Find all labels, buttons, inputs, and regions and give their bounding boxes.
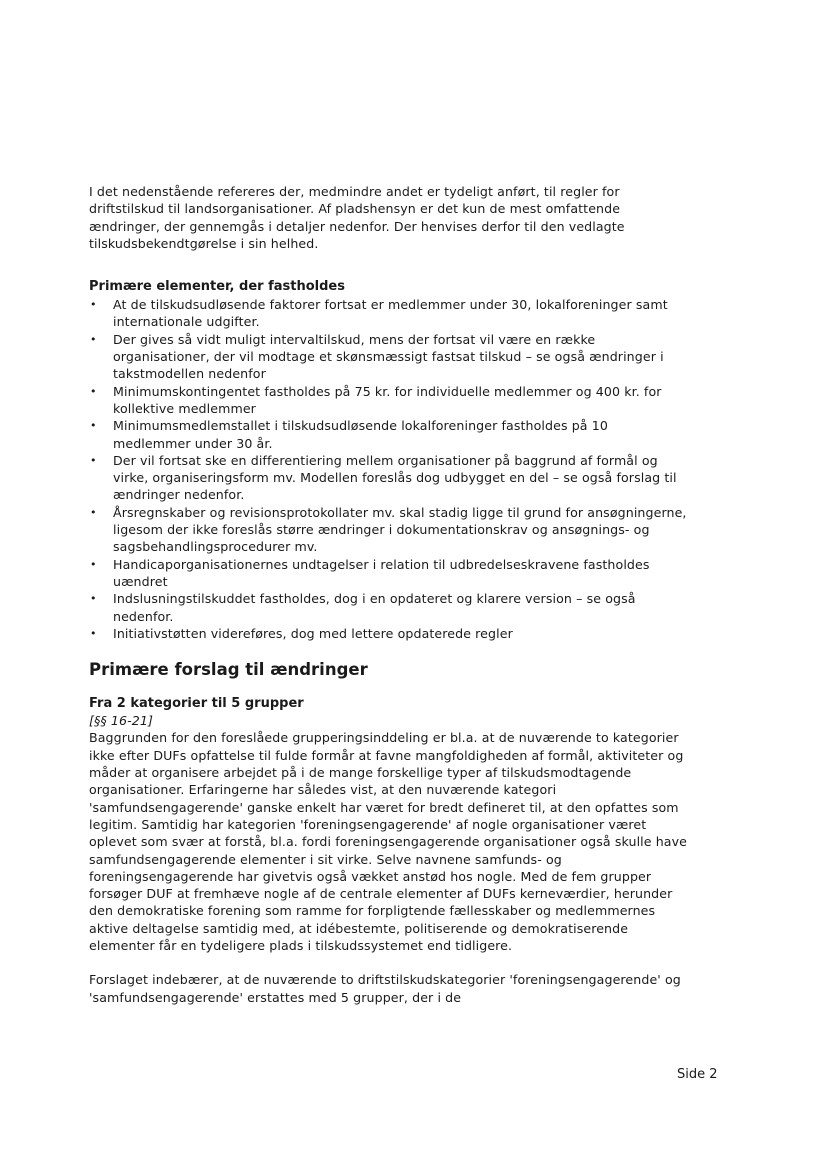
proposal-paragraph: Forslaget indebærer, at de nuværende to driftstilskudskategorier 'foreningsengagerende' og 'samfundsengagerende' erstattes med 5 grupper, der i de <box>89 972 681 1005</box>
background-paragraph: Baggrunden for den foreslåede grupperingsinddeling er bl.a. at de nuværende to kategorier ikke efter DUFs opfattelse til fulde formår at favne mangfoldigheden af formål, aktiviteter og måder at organisere arbejdet på i de mange forskellige typer af tilskudsmodtagende organisationer. Erfaringerne har således vist, at den nuværende kategori 'samfundsengagerende' ganske enkelt har været for bredt defineret til, at den opfattes som legitim. Samtidig har kategorien 'foreningsengagerende' af nogle organisationer været oplevet som svær at forstå, bl.a. fordi foreningsengagerende organisationer også skulle have samfundsengagerende elementer i sit virke. Selve navnene samfunds- og foreningsengagerende har givetvis også vækket anstød hos nogle. Med de fem grupper forsøger DUF at fremhæve nogle af de centrale elementer af DUFs kerneværdier, herunder den demokratiske forening som ramme for forpligtende fællesskaber og medlemmernes aktive deltagelse samtidig med, at idébestemte, politiserende og demokratiserende elementer får en tydeligere plads i tilskudssystemet end tidligere. <box>89 730 688 953</box>
bullet-icon: • <box>90 592 97 606</box>
intro-paragraph: I det nedenstående refereres der, medmindre andet er tydeligt anført, til regler for driftstilskud til landsorganisationer. Af pladshensyn er det kun de mest omfattende ændringer, der gennemgås i detaljer nedenfor. Der henvises derfor til den vedlagte tilskudsbekendtgørelse i sin helhed. <box>89 184 625 251</box>
list-item <box>89 590 689 625</box>
bullet-icon: • <box>90 453 97 467</box>
page-number: Side 2 <box>677 1067 718 1082</box>
list-item-text: Handicaporganisationernes undtagelser i relation til udbredelseskravene fastholdes uændret <box>113 556 650 589</box>
list-item <box>89 504 689 556</box>
bullet-icon: • <box>90 384 97 398</box>
list-item-text: Indslusningstilskuddet fastholdes, dog i en opdateret og klarere version – se også nedenfor. <box>113 591 636 624</box>
paragraph-reference: [§§ 16-21] <box>89 713 154 729</box>
list-item-text: Initiativstøtten videreføres, dog med lettere opdaterede regler <box>113 625 513 641</box>
list-item <box>89 296 689 331</box>
bullet-icon: • <box>90 419 97 433</box>
section-heading-retained-elements: Primære elementer, der fastholdes <box>89 279 345 295</box>
bullet-icon: • <box>90 557 97 571</box>
list-item-text: Der vil fortsat ske en differentiering mellem organisationer på baggrund af formål og virke, organiseringsform mv. Modellen foreslås dog udbygget en del – se også forslag til ændringer nedenfor. <box>113 452 677 503</box>
bullet-icon: • <box>90 626 97 640</box>
list-item-text: Minimumsmedlemstallet i tilskudsudløsende lokalforeninger fastholdes på 10 medlemmer under 30 år. <box>113 418 608 451</box>
retained-elements-list <box>89 296 689 642</box>
subsection-heading: Fra 2 kategorier til 5 grupper <box>89 696 304 712</box>
bullet-icon: • <box>90 332 97 346</box>
list-item <box>89 383 689 418</box>
list-item <box>89 556 689 591</box>
list-item-text: Der gives så vidt muligt intervaltilskud, mens der fortsat vil være en række organisationer, der vil modtage et skønsmæssigt fastsat tilskud – se også ændringer i takstmodellen nedenfor <box>113 331 664 382</box>
list-item-text: Minimumskontingentet fastholdes på 75 kr. for individuelle medlemmer og 400 kr. for kollektive medlemmer <box>113 383 662 416</box>
section-heading-proposed-changes: Primære forslag til ændringer <box>89 660 368 680</box>
list-item <box>89 452 689 504</box>
bullet-icon: • <box>90 505 97 519</box>
list-item <box>89 625 689 642</box>
list-item-text: Årsregnskaber og revisionsprotokollater mv. skal stadig ligge til grund for ansøgningerne, ligesom der ikke foreslås større ændringer i dokumentationskrav og ansøgnings- og sagsbehandlingsprocedurer mv. <box>113 504 687 555</box>
list-item-text: At de tilskudsudløsende faktorer fortsat er medlemmer under 30, lokalforeninger samt internationale udgifter. <box>113 297 668 330</box>
list-item <box>89 417 689 452</box>
page-content <box>89 183 689 1006</box>
bullet-icon: • <box>90 298 97 312</box>
list-item <box>89 331 689 383</box>
